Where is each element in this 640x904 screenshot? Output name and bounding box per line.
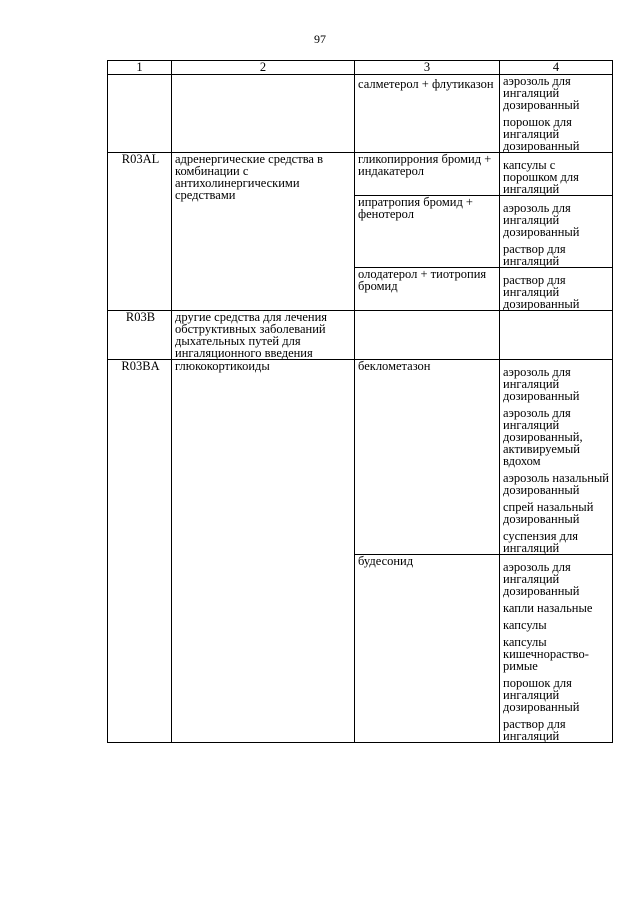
drug-name-cell: будесонид [355, 555, 500, 743]
drug-name-cell: беклометазон [355, 360, 500, 555]
group-cell [172, 75, 355, 153]
dosage-forms-cell [500, 153, 613, 196]
dosage-form: спрей назальный дозированный [503, 500, 594, 526]
dosage-form: аэрозоль для ингаляций дозированный, активируемый вдохом [503, 406, 583, 468]
dosage-forms-cell [500, 555, 613, 743]
dosage-form: капсулы кишечнораство-римые [503, 635, 589, 673]
dosage-forms-cell [500, 311, 613, 360]
dosage-form: раствор для ингаляций [503, 242, 566, 268]
dosage-form: аэрозоль для ингаляций дозированный [503, 201, 580, 239]
dosage-form: аэрозоль для ингаляций дозированный [503, 560, 580, 598]
header-col-3: 3 [355, 61, 500, 75]
table-row [108, 75, 613, 153]
dosage-forms-cell [500, 360, 613, 555]
drug-name-cell: гликопиррония бромид + индакатерол [355, 153, 500, 196]
drug-table [107, 60, 613, 743]
drug-name-cell: салметерол + флутиказон [355, 75, 500, 153]
group-cell: глюкокортикоиды [172, 360, 355, 743]
group-cell: другие средства для лечения обструктивных заболеваний дыхательных путей для ингаляционного введения [172, 311, 355, 360]
table-row [108, 311, 613, 360]
dosage-form: порошок для ингаляций дозированный [503, 676, 580, 714]
dosage-forms-cell [500, 75, 613, 153]
dosage-form: раствор для ингаляций дозированный [503, 273, 580, 311]
drug-name-cell: олодатерол + тиотропия бромид [355, 268, 500, 311]
dosage-form: капсулы с порошком для ингаляций [503, 158, 579, 196]
dosage-form: аэрозоль назальный дозированный [503, 471, 609, 497]
dosage-forms-cell [500, 268, 613, 311]
header-col-1: 1 [108, 61, 172, 75]
header-col-4: 4 [500, 61, 613, 75]
dosage-form: капли назальные [503, 601, 593, 615]
group-cell: адренергические средства в комбинации с антихолинергическими средствами [172, 153, 355, 311]
atc-code-cell [108, 75, 172, 153]
drug-name-cell: ипратропия бромид + фенотерол [355, 196, 500, 268]
drug-name-cell [355, 311, 500, 360]
dosage-form: суспензия для ингаляций [503, 529, 578, 555]
dosage-form: аэрозоль для ингаляций дозированный [503, 365, 580, 403]
header-row [108, 61, 613, 75]
atc-code-cell: R03B [108, 311, 172, 360]
dosage-forms-cell [500, 196, 613, 268]
dosage-form: капсулы [503, 618, 547, 632]
page-number: 97 [314, 32, 326, 46]
header-col-2: 2 [172, 61, 355, 75]
atc-code-cell: R03BA [108, 360, 172, 743]
dosage-form: порошок для ингаляций дозированный [503, 115, 580, 153]
dosage-form: раствор для ингаляций [503, 717, 566, 743]
atc-code-cell: R03AL [108, 153, 172, 311]
table-row [108, 360, 613, 555]
dosage-form: аэрозоль для ингаляций дозированный [503, 74, 580, 112]
table-row [108, 153, 613, 196]
